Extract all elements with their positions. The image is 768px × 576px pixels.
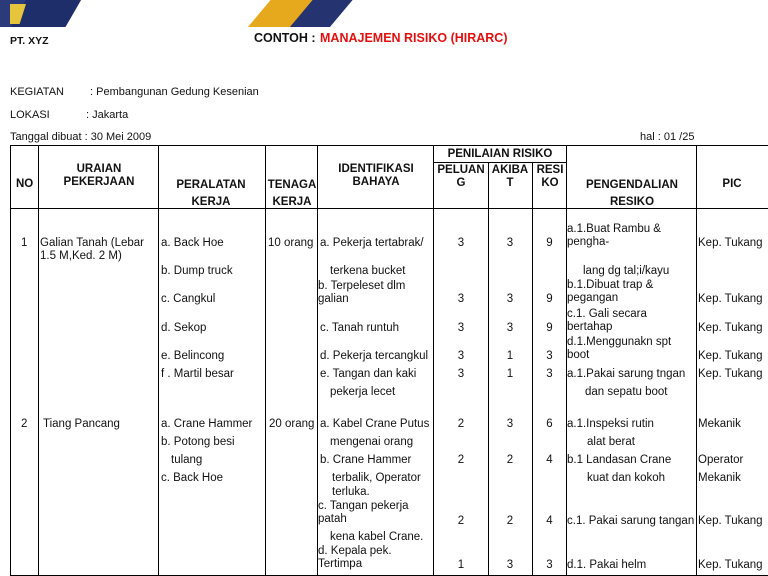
row2-tenaga: 20 orang [269,418,315,430]
row2-id-a2: mengenai orang [330,436,414,448]
row1-resiko-c: 9 [546,322,553,334]
row1-akibat-c: 3 [506,322,514,334]
row1-pic-e: Kep. Tukang [698,368,763,380]
document-title: MANAJEMEN RISIKO (HIRARC) [320,31,508,45]
row1-akibat-e: 1 [506,368,514,380]
row2-akibat-b: 2 [506,454,514,466]
header-pengendalian: PENGENDALIAN RESIKO [585,179,678,208]
row2-resiko-a: 6 [546,418,553,430]
row1-id-c: c. Tanah runtuh [320,322,400,334]
row2-no: 2 [21,418,28,430]
row2-ctrl-b: b.1 Landasan Crane [567,454,672,466]
row1-akibat-d: 1 [506,350,514,362]
row2-akibat-c: 2 [506,515,514,527]
row1-alat-e: e. Belincong [161,350,225,362]
document-sheet [0,27,768,576]
header-penilaian: PENILAIAN RISIKO [447,148,553,160]
row2-alat-b: b. Potong besi [161,436,235,448]
row1-peluang-b: 3 [457,293,465,305]
row2-id-b2: terbalik, Operator [332,472,421,484]
row1-ctrl-a2: lang dg tal;i/kayu [583,265,670,277]
col-border [10,145,11,576]
row2-resiko-c: 4 [546,515,553,527]
page-number: hal : 01 /25 [640,131,695,143]
row2-id-c2: kena kabel Crane. [330,531,424,543]
row1-pic-a: Kep. Tukang [698,237,763,249]
row1-ctrl-d: d.1.Menggunakn spt boot [567,336,672,361]
row2-alat-b2: tulang [171,454,203,466]
row2-peluang-b: 2 [457,454,465,466]
row1-peluang-e: 3 [457,368,465,380]
header-peralatan: PERALATAN KERJA [176,179,246,208]
row1-id-e: e. Tangan dan kaki [320,368,417,380]
row2-alat-a: a. Crane Hammer [161,418,253,430]
row1-no: 1 [21,237,28,249]
row2-pic-b: Operator [698,454,744,466]
row1-ctrl-c: c.1. Gali secara bertahap [567,308,647,333]
row2-ctrl-d: d.1. Pakai helm [567,559,647,571]
row1-akibat-b: 3 [506,293,514,305]
row2-id-d: d. Kepala pek. Tertimpa [318,545,392,570]
row1-resiko-a: 9 [546,237,553,249]
penilaian-divider [433,162,567,163]
col-border [158,145,159,576]
row1-peluang-d: 3 [457,350,465,362]
row1-peluang-c: 3 [457,322,465,334]
row2-id-a: a. Kabel Crane Putus [320,418,430,430]
row1-ctrl-b: b.1.Dibuat trap & pegangan [567,279,654,304]
row2-id-b3: terluka. [332,486,370,498]
row2-resiko-d: 3 [546,559,553,571]
header-uraian: URAIAN PEKERJAAN [63,163,135,188]
document-title-prefix: CONTOH : [254,31,316,45]
row2-pic-b2: Mekanik [698,472,741,484]
kegiatan-label: KEGIATAN [10,86,64,98]
row2-resiko-b: 4 [546,454,553,466]
row1-id-a2: terkena bucket [330,265,406,277]
row1-alat-a: a. Back Hoe [161,237,224,249]
company-name: PT. XYZ [10,35,49,47]
table-top-border [10,145,768,146]
row1-ctrl-a: a.1.Buat Rambu & pengha- [567,223,661,248]
row1-id-a: a. Pekerja tertabrak/ [320,237,424,249]
row1-id-d: d. Pekerja tercangkul [320,350,429,362]
row2-id-b: b. Crane Hammer [320,454,412,466]
kegiatan-value: : Pembangunan Gedung Kesenian [90,86,259,98]
lokasi-label: LOKASI [10,109,50,121]
row2-peluang-a: 2 [457,418,465,430]
row1-resiko-e: 3 [546,368,553,380]
row1-alat-c: c. Cangkul [161,293,216,305]
row1-peluang-a: 3 [457,237,465,249]
row1-pic-d: Kep. Tukang [698,350,763,362]
row1-alat-f: f . Martil besar [161,368,234,380]
row2-ctrl-a2: alat berat [587,436,635,448]
header-no: NO [16,178,34,190]
row2-pic-d: Kep. Tukang [698,559,763,571]
header-pic: PIC [722,178,742,190]
row1-akibat-a: 3 [506,237,514,249]
row1-uraian: Galian Tanah (Lebar 1.5 M,Ked. 2 M) [40,237,144,262]
row1-alat-b: b. Dump truck [161,265,233,277]
header-identifikasi: IDENTIFIKASI BAHAYA [338,163,414,188]
row2-ctrl-b2: kuat dan kokoh [587,472,666,484]
row2-akibat-d: 3 [506,559,514,571]
row1-resiko-b: 9 [546,293,553,305]
row2-peluang-c: 2 [457,515,465,527]
header-resiko: RESI KO [536,164,564,189]
row2-ctrl-c: c.1. Pakai sarung tangan [567,515,695,527]
tanggal-dibuat: Tanggal dibuat : 30 Mei 2009 [10,131,152,143]
row1-tenaga: 10 orang [268,237,314,249]
header-tenaga: TENAGA KERJA [267,179,317,208]
row2-peluang-d: 1 [457,559,465,571]
row2-akibat-a: 3 [506,418,514,430]
header-banner [0,0,768,27]
header-peluang: PELUAN G [437,164,485,189]
row2-pic-a: Mekanik [698,418,741,430]
row1-resiko-d: 3 [546,350,553,362]
row1-alat-d: d. Sekop [161,322,207,334]
row1-id-e2: pekerja lecet [330,386,396,398]
row1-ctrl-e2: dan sepatu boot [585,386,668,398]
row1-id-b: b. Terpeleset dlm galian [318,280,406,305]
lokasi-value: : Jakarta [86,109,129,121]
row2-pic-c: Kep. Tukang [698,515,763,527]
row1-pic-c: Kep. Tukang [698,322,763,334]
row1-pic-b: Kep. Tukang [698,293,763,305]
row2-ctrl-a: a.1.Inspeksi rutin [567,418,654,430]
row2-id-c: c. Tangan pekerja patah [318,500,409,525]
header-akibat: AKIBA T [491,164,529,189]
row2-alat-c: c. Back Hoe [161,472,223,484]
row1-ctrl-e: a.1.Pakai sarung tngan [567,368,686,380]
col-border [38,145,39,576]
row2-uraian: Tiang Pancang [43,418,120,430]
col-border [696,145,697,576]
